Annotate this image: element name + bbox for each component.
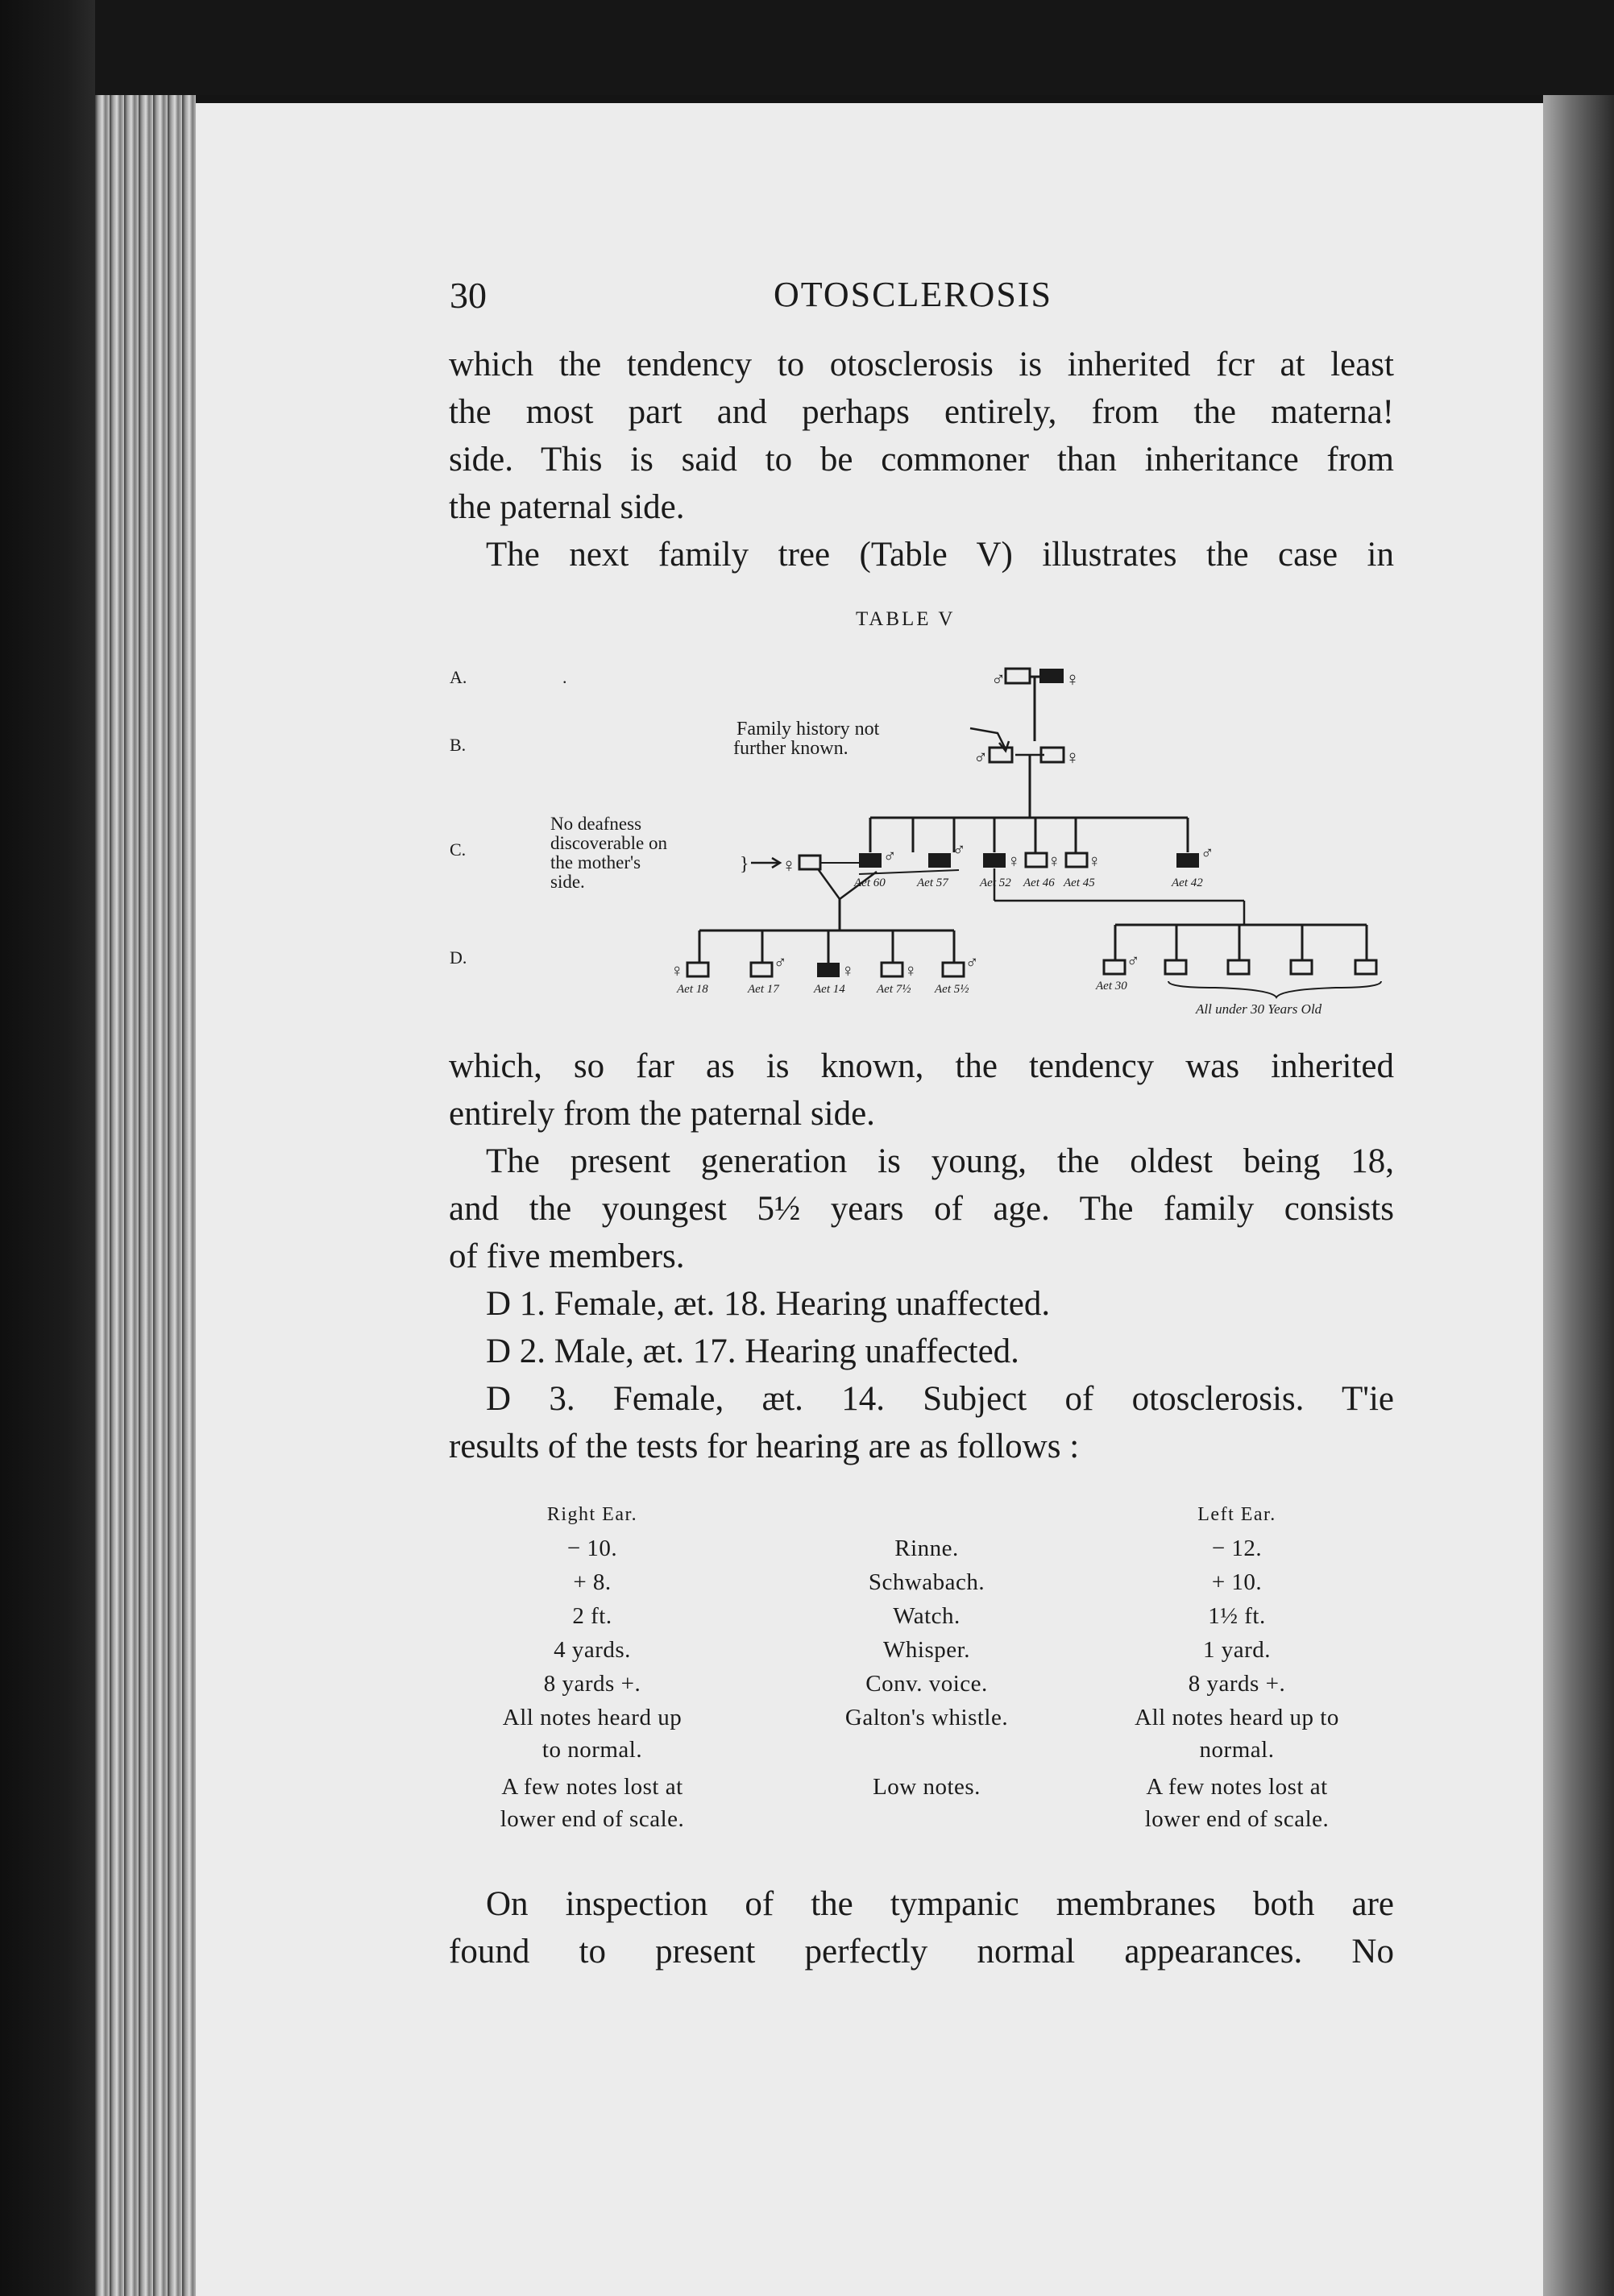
table-cell: 1 yard. <box>1202 1637 1272 1663</box>
family-history-note: Family history not <box>736 719 880 740</box>
table-cell: − 10. <box>566 1536 618 1561</box>
female-symbol: ♀ <box>1065 669 1080 690</box>
female-symbol: ♀ <box>670 960 684 980</box>
table-cell: Galton's whistle. <box>844 1705 1009 1730</box>
generation-d-2 <box>751 963 772 976</box>
male-symbol: ♂ <box>952 839 966 860</box>
table-caption: TABLE V <box>856 608 956 630</box>
table-cell: 8 yards +. <box>543 1671 641 1697</box>
male-symbol: ♂ <box>973 748 988 769</box>
text-line: D 3. Female, æt. 14. Subject of otosclerosis. T'ie <box>486 1380 1394 1418</box>
table-header-right-ear: Right Ear. <box>546 1504 638 1525</box>
age-label: Aet 14 <box>814 983 845 996</box>
text-line: results of the tests for hearing are as follows : <box>449 1428 1080 1465</box>
text-line: of five members. <box>449 1237 685 1275</box>
generation-b-female <box>1041 748 1064 762</box>
male-symbol: ♂ <box>883 846 897 866</box>
table-cell: − 12. <box>1211 1536 1263 1561</box>
generation-d-4 <box>882 963 902 976</box>
book-binding-edge <box>95 95 196 2296</box>
female-symbol: ♀ <box>1048 851 1061 871</box>
text-line: the most part and perhaps entirely, from the materna! <box>449 393 1394 431</box>
age-label: Aet 52 <box>980 877 1011 889</box>
running-head: OTOSCLEROSIS <box>774 275 1052 314</box>
generation-d-right-2 <box>1165 960 1186 974</box>
generation-c-person-affected <box>1176 853 1199 868</box>
page-number: 30 <box>450 275 487 316</box>
family-history-note: further known. <box>733 738 848 759</box>
maternal-side-note: the mother's <box>550 852 641 872</box>
generation-d-right-1 <box>1104 960 1125 974</box>
text-line: which the tendency to otosclerosis is inherited fcr at least <box>449 346 1394 383</box>
generation-label: B. <box>450 735 467 755</box>
generation-c-mother <box>799 856 820 869</box>
age-label: Aet 7½ <box>877 983 911 996</box>
age-label: Aet 46 <box>1023 877 1055 889</box>
scan-dark-margin <box>0 0 95 2296</box>
generation-label: D. <box>450 947 467 968</box>
age-label: Aet 18 <box>677 983 708 996</box>
pedigree-chart <box>442 644 1409 1023</box>
age-label: Aet 57 <box>917 877 948 889</box>
generation-c-person-affected <box>859 853 882 868</box>
table-cell: + 10. <box>1211 1569 1263 1595</box>
text-line: The next family tree (Table V) illustrates the case in <box>486 536 1394 574</box>
table-cell: A few notes lost at lower end of scale. <box>500 1774 685 1832</box>
generation-b-male <box>990 748 1012 762</box>
table-cell: 1½ ft. <box>1208 1603 1266 1629</box>
female-symbol: ♀ <box>841 960 855 980</box>
female-symbol: ♀ <box>782 856 796 877</box>
stray-mark: . <box>562 667 567 687</box>
text-line: D 1. Female, æt. 18. Hearing unaffected. <box>486 1285 1051 1323</box>
generation-d-5 <box>943 963 964 976</box>
table-cell: Low notes. <box>873 1774 981 1800</box>
scan-top-margin <box>95 0 1614 95</box>
table-cell: Schwabach. <box>868 1569 985 1595</box>
text-line: found to present perfectly normal appearances. No <box>449 1933 1394 1971</box>
age-label: Aet 5½ <box>935 983 969 996</box>
male-symbol: ♂ <box>774 952 787 972</box>
male-symbol: ♂ <box>1201 843 1214 863</box>
generation-c-person <box>1066 853 1087 867</box>
table-cell: A few notes lost at lower end of scale. <box>1144 1774 1330 1832</box>
text-line: On inspection of the tympanic membranes both are <box>486 1885 1394 1923</box>
table-cell: Whisper. <box>883 1637 970 1663</box>
text-line: entirely from the paternal side. <box>449 1095 875 1133</box>
age-label: Aet 42 <box>1172 877 1203 889</box>
table-cell: 4 yards. <box>554 1637 631 1663</box>
generation-c-person <box>1026 853 1047 867</box>
text-line: and the youngest 5½ years of age. The family consists <box>449 1190 1394 1228</box>
generation-d-3-affected <box>817 963 840 977</box>
generation-label: C. <box>450 839 467 860</box>
bracket-mark: } <box>740 854 749 875</box>
table-cell: Conv. voice. <box>865 1671 988 1697</box>
maternal-side-note: discoverable on <box>550 833 667 853</box>
table-header-left-ear: Left Ear. <box>1197 1504 1276 1525</box>
generation-c-person-affected <box>983 853 1006 868</box>
male-symbol: ♂ <box>991 669 1006 690</box>
table-cell: All notes heard up to normal. <box>502 1705 683 1763</box>
maternal-side-note: side. <box>550 872 585 892</box>
table-cell: + 8. <box>573 1569 612 1595</box>
age-label: Aet 30 <box>1096 980 1127 993</box>
maternal-side-note: No deafness <box>550 814 642 834</box>
generation-d-right-3 <box>1228 960 1249 974</box>
book-page-edge-right <box>1543 95 1614 2296</box>
generation-a-female-affected <box>1039 669 1064 683</box>
generation-label: A. <box>450 667 467 687</box>
text-line: side. This is said to be commoner than inheritance from <box>449 441 1394 479</box>
generation-a-male <box>1006 669 1030 683</box>
generation-d-right-5 <box>1355 960 1376 974</box>
text-line: The present generation is young, the oldest being 18, <box>486 1142 1394 1180</box>
male-symbol: ♂ <box>965 952 979 972</box>
age-label: Aet 45 <box>1064 877 1095 889</box>
group-age-note: All under 30 Years Old <box>1196 1001 1322 1017</box>
generation-d-right-4 <box>1291 960 1312 974</box>
table-cell: 8 yards +. <box>1188 1671 1286 1697</box>
generation-c-person-affected <box>928 853 951 868</box>
table-cell: All notes heard up to normal. <box>1135 1705 1339 1763</box>
age-label: Aet 60 <box>854 877 886 889</box>
generation-d-1 <box>687 963 708 976</box>
female-symbol: ♀ <box>1065 748 1080 769</box>
table-cell: Watch. <box>893 1603 961 1629</box>
male-symbol: ♂ <box>1126 951 1140 971</box>
text-line: the paternal side. <box>449 488 685 526</box>
table-cell: Rinne. <box>894 1536 959 1561</box>
female-symbol: ♀ <box>904 960 918 980</box>
female-symbol: ♀ <box>1088 851 1102 871</box>
text-line: D 2. Male, æt. 17. Hearing unaffected. <box>486 1332 1019 1370</box>
text-line: which, so far as is known, the tendency was inherited <box>449 1047 1394 1085</box>
table-cell: 2 ft. <box>572 1603 612 1629</box>
female-symbol: ♀ <box>1007 851 1021 871</box>
age-label: Aet 17 <box>748 983 779 996</box>
